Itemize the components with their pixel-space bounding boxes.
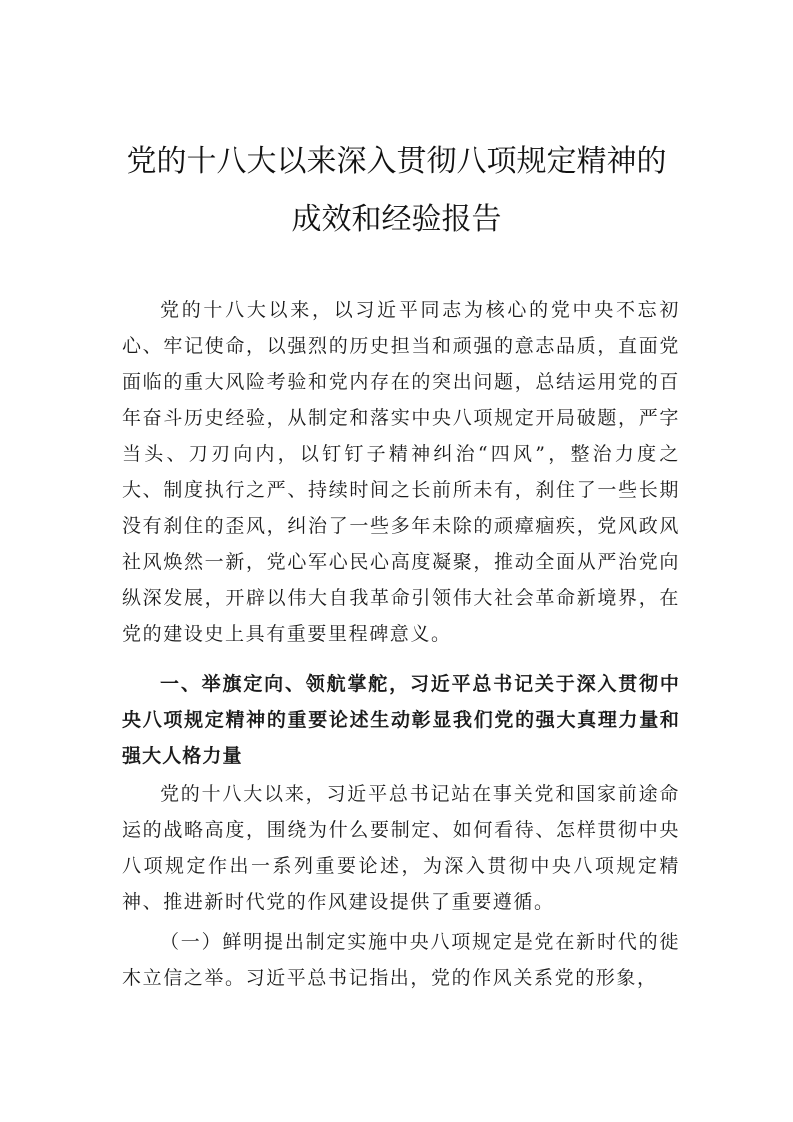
section-heading-1: 一、举旗定向、领航掌舵，习近平总书记关于深入贯彻中央八项规定精神的重要论述生动彰显我们党的强大真理力量和强大人格力量 xyxy=(122,673,680,767)
subsection-1-paragraph: （一）鲜明提出制定实施中央八项规定是党在新时代的徙木立信之举。习近平总书记指出，党的作风关系党的形象， xyxy=(122,931,680,989)
document-title-line-2: 成效和经验报告 xyxy=(291,202,502,237)
document-title-line-1: 党的十八大以来深入贯彻八项规定精神的 xyxy=(126,144,667,179)
intro-paragraph: 党的十八大以来，以习近平同志为核心的党中央不忘初心、牢记使命，以强烈的历史担当和顽强的意志品质，直面党面临的重大风险考验和党内存在的突出问题，总结运用党的百年奋斗历史经验，从制定和落实中央八项规定开局破题，严字当头、刀刃向内，以钉钉子精神纠治“四风”，整治力度之大、制度执行之严、持续时间之长前所未有，刹住了一些长期没有刹住的歪风，纠治了一些多年未除的顽瘴痼疾，党风政风社风焕然一新，党心军心民心高度凝聚，推动全面从严治党向纵深发展，开辟以伟大自我革命引领伟大社会革命新境界，在党的建设史上具有重要里程碑意义。 xyxy=(122,299,680,645)
section-1-paragraph: 党的十八大以来，习近平总书记站在事关党和国家前途命运的战略高度，围绕为什么要制定、如何看待、怎样贯彻中央八项规定作出一系列重要论述，为深入贯彻中央八项规定精神、推进新时代党的作风建设提供了重要遵循。 xyxy=(122,783,680,913)
